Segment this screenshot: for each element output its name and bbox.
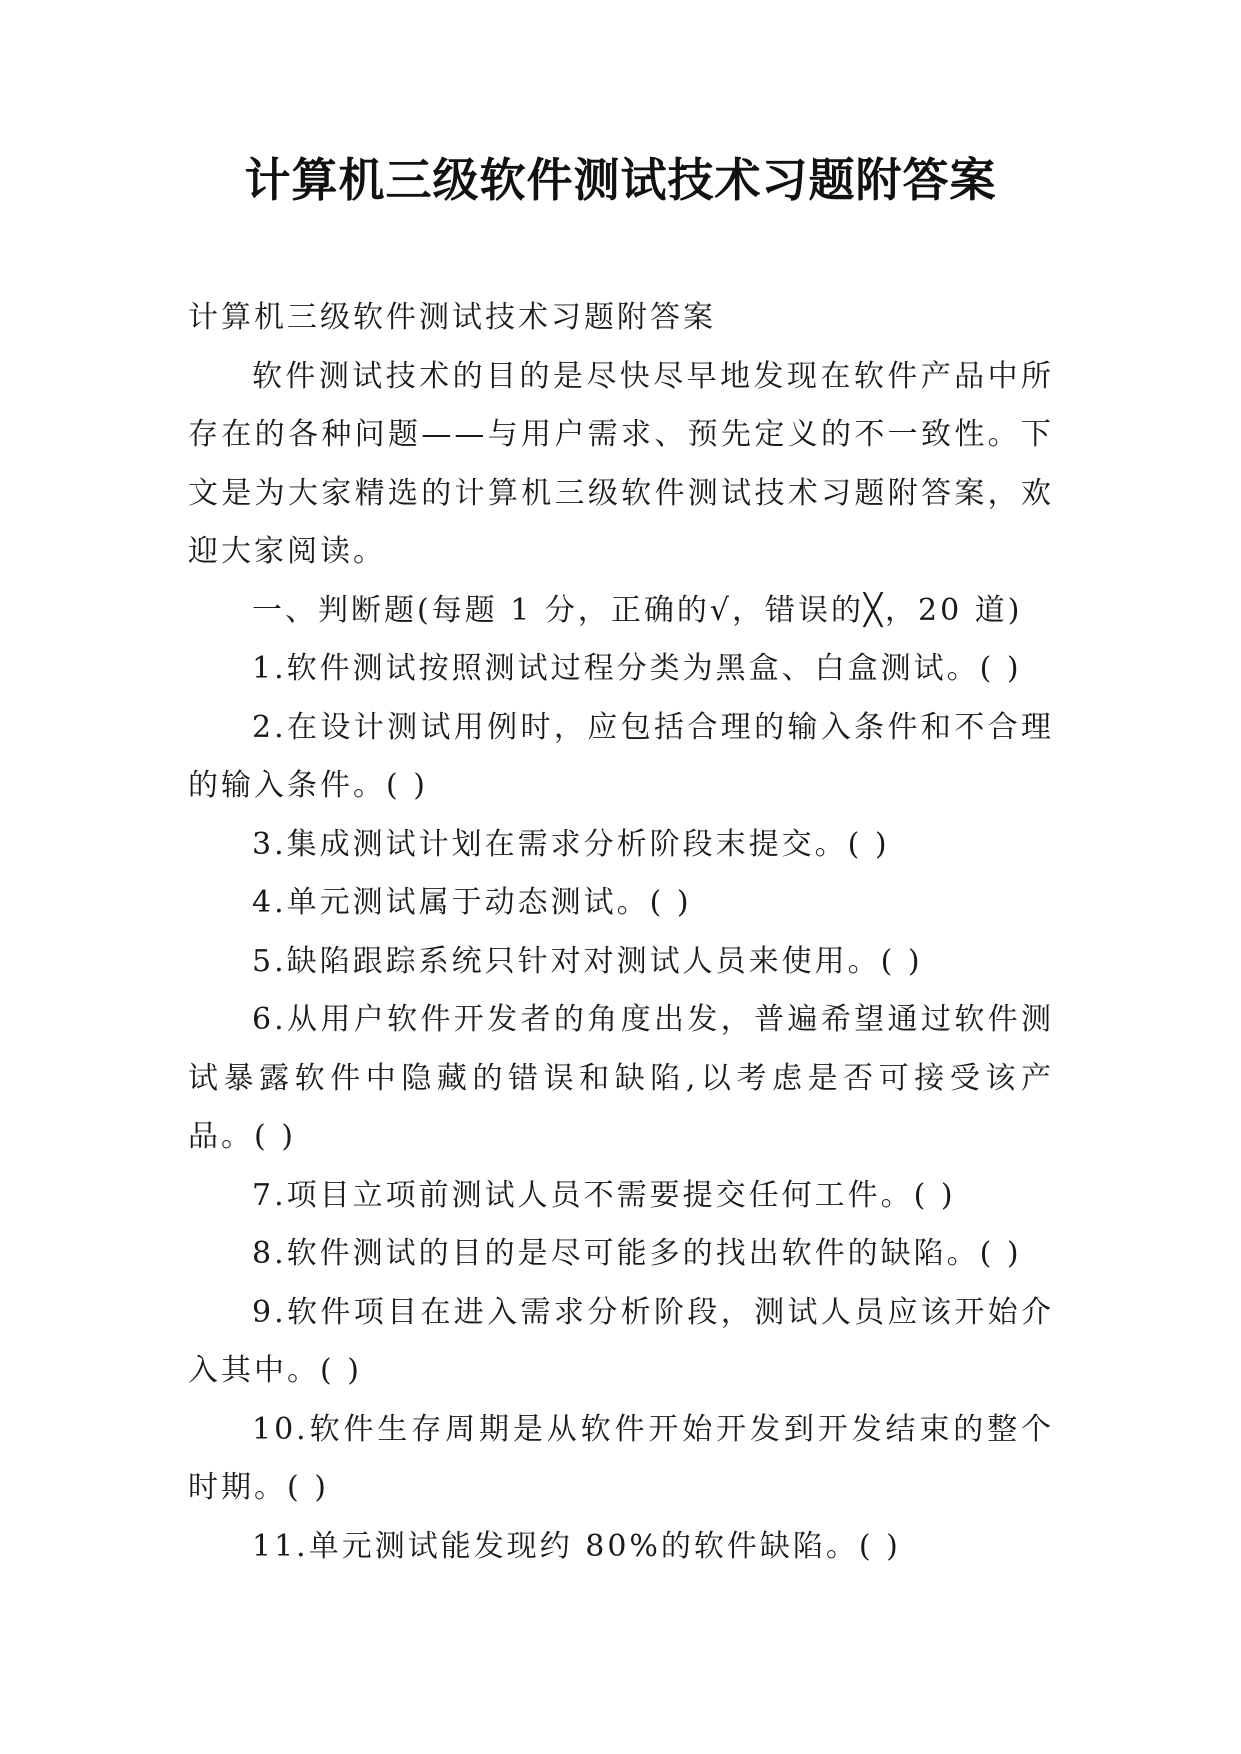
question-item: 2.在设计测试用例时，应包括合理的输入条件和不合理的输入条件。( ): [188, 709, 1054, 803]
document-subtitle: 计算机三级软件测试技术习题附答案: [188, 300, 716, 335]
question-item: 3.集成测试计划在需求分析阶段末提交。( ): [252, 826, 890, 862]
intro-paragraph: 软件测试技术的目的是尽快尽早地发现在软件产品中所存在的各种问题——与用户需求、预先定义的不一致性。下文是为大家精选的计算机三级软件测试技术习题附答案，欢迎大家阅读。: [188, 358, 1054, 569]
question-item: 6.从用户软件开发者的角度出发，普遍希望通过软件测试暴露软件中隐藏的错误和缺陷,以考虑是否可接受该产品。( ): [188, 1002, 1054, 1154]
question-item: 4.单元测试属于动态测试。( ): [252, 885, 692, 920]
question-item: 7.项目立项前测试人员不需要提交任何工件。( ): [252, 1177, 956, 1213]
question-item: 9.软件项目在进入需求分析阶段，测试人员应该开始介入其中。( ): [188, 1294, 1054, 1388]
question-item: 10.软件生存周期是从软件开始开发到开发结束的整个时期。( ): [188, 1411, 1054, 1505]
document-title: 计算机三级软件测试技术习题附答案: [244, 153, 997, 207]
question-item: 11.单元测试能发现约 80%的软件缺陷。( ): [252, 1528, 901, 1564]
question-item: 8.软件测试的目的是尽可能多的找出软件的缺陷。( ): [252, 1236, 1022, 1271]
question-item: 1.软件测试按照测试过程分类为黑盒、白盒测试。( ): [252, 651, 1022, 686]
section-heading: 一、判断题(每题 1 分，正确的√，错误的╳，20 道): [252, 592, 1023, 628]
document-body: [188, 289, 1054, 1576]
question-item: 5.缺陷跟踪系统只针对对测试人员来使用。( ): [252, 943, 923, 979]
